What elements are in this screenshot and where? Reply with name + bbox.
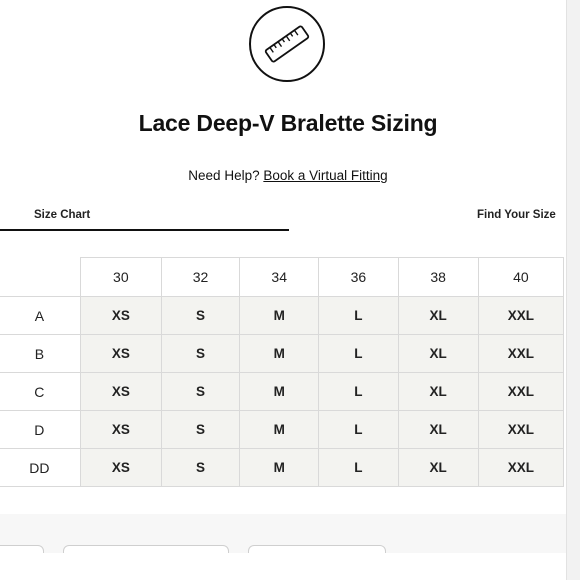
size-cell: S [161, 411, 239, 449]
help-prefix: Need Help? [188, 168, 260, 183]
band-size-header: 40 [478, 258, 563, 297]
cup-size-label: B [0, 335, 80, 373]
size-cell: S [161, 335, 239, 373]
window-edge [566, 0, 580, 580]
table-corner-cell [0, 258, 80, 297]
size-cell: XS [80, 373, 161, 411]
size-cell: M [240, 373, 319, 411]
tab-size-chart[interactable]: Size Chart [34, 209, 91, 221]
table-header-row [0, 258, 564, 297]
size-cell: L [319, 335, 398, 373]
active-tab-indicator [0, 229, 289, 231]
size-cell: XL [398, 335, 478, 373]
size-cell: M [240, 449, 319, 487]
size-cell: XL [398, 373, 478, 411]
size-cell: XS [80, 335, 161, 373]
size-cell: S [161, 449, 239, 487]
size-cell: L [319, 411, 398, 449]
size-cell: XS [80, 297, 161, 335]
band-size-header: 38 [398, 258, 478, 297]
table-row [0, 411, 564, 449]
size-cell: XS [80, 411, 161, 449]
cup-size-label: A [0, 297, 80, 335]
band-size-header: 32 [161, 258, 239, 297]
bottom-strip [0, 553, 566, 580]
size-cell: L [319, 297, 398, 335]
size-chart-table [0, 257, 564, 487]
ruler-icon [249, 6, 325, 82]
band-size-header: 36 [319, 258, 398, 297]
size-cell: XXL [478, 373, 563, 411]
cup-size-label: D [0, 411, 80, 449]
band-size-header: 30 [80, 258, 161, 297]
size-cell: XL [398, 449, 478, 487]
size-cell: L [319, 449, 398, 487]
table-row [0, 297, 564, 335]
size-cell: XXL [478, 449, 563, 487]
size-cell: XS [80, 449, 161, 487]
size-cell: L [319, 373, 398, 411]
size-cell: XL [398, 411, 478, 449]
band-size-header: 34 [240, 258, 319, 297]
table-row [0, 449, 564, 487]
cup-size-label: DD [0, 449, 80, 487]
tab-find-your-size[interactable]: Find Your Size [477, 209, 556, 221]
size-cell: M [240, 335, 319, 373]
cup-size-label: C [0, 373, 80, 411]
table-row [0, 335, 564, 373]
book-virtual-fitting-link[interactable]: Book a Virtual Fitting [263, 168, 388, 183]
help-line [0, 168, 576, 183]
size-cell: XXL [478, 297, 563, 335]
size-cell: M [240, 411, 319, 449]
size-cell: XXL [478, 335, 563, 373]
size-cell: XXL [478, 411, 563, 449]
size-cell: S [161, 373, 239, 411]
size-cell: S [161, 297, 239, 335]
table-row [0, 373, 564, 411]
size-cell: M [240, 297, 319, 335]
page-title: Lace Deep-V Bralette Sizing [138, 110, 438, 136]
size-cell: XL [398, 297, 478, 335]
